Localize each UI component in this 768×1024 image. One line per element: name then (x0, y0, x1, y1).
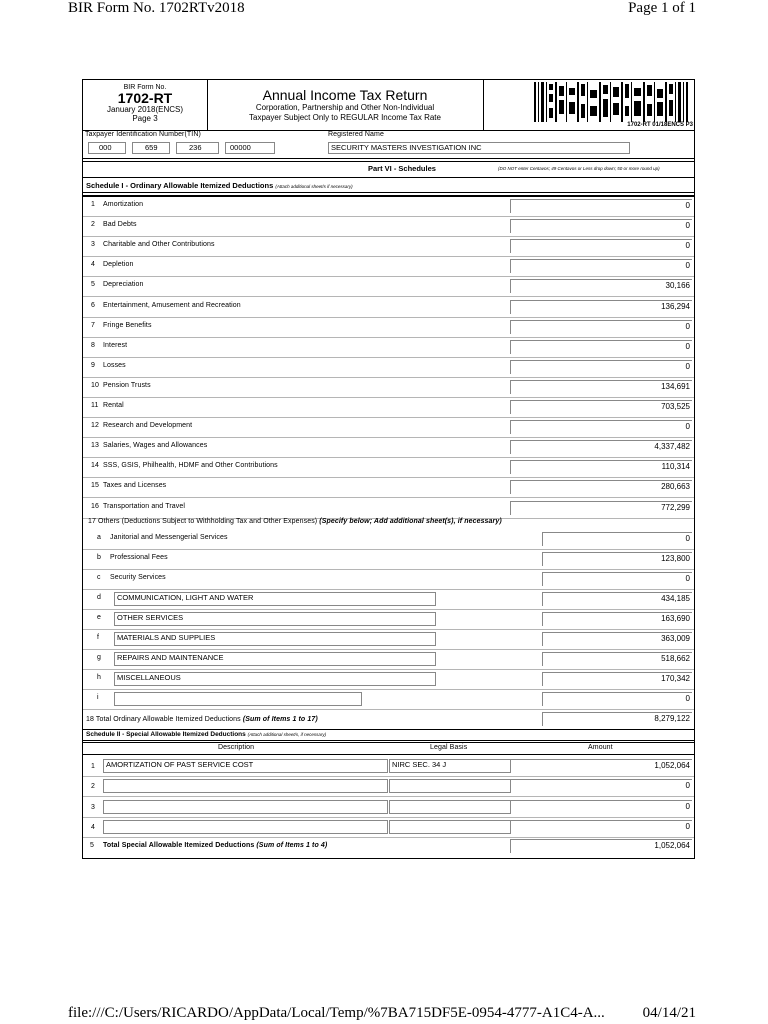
part6-note: (DO NOT enter Centavos; 49 Centavos or Less drop down; 50 or more round up) (498, 166, 660, 171)
other-deduction-d (83, 590, 694, 610)
special-legal-basis-field[interactable] (389, 800, 511, 814)
item-amount[interactable]: 0 (510, 219, 692, 233)
item-number: 1 (91, 201, 95, 208)
item-amount[interactable]: 0 (510, 340, 692, 354)
special-amount[interactable]: 0 (510, 779, 692, 793)
item-amount[interactable]: 0 (510, 199, 692, 213)
other-letter: b (97, 554, 101, 561)
schedule1-item-8 (83, 338, 694, 358)
item-label: Pension Trusts (103, 381, 151, 389)
other-letter: c (97, 574, 101, 581)
schedule1-item-1 (83, 197, 694, 217)
print-header-right: Page 1 of 1 (628, 0, 696, 16)
item-amount[interactable]: 0 (510, 320, 692, 334)
item-number: 8 (91, 341, 95, 349)
schedule1-item-6 (83, 298, 694, 318)
form-header (83, 80, 694, 130)
item18-amount[interactable]: 8,279,122 (542, 712, 692, 726)
other-letter: e (97, 614, 101, 621)
special-number: 4 (91, 823, 95, 831)
special-description-field[interactable] (103, 800, 388, 814)
schedule1-item-4 (83, 257, 694, 277)
other-deduction-e (83, 610, 694, 630)
other-amount[interactable]: 518,662 (542, 652, 692, 666)
schedule2-title (86, 731, 326, 738)
item-amount[interactable]: 280,663 (510, 480, 692, 494)
item-label: Depreciation (103, 281, 144, 289)
other-amount[interactable]: 163,690 (542, 612, 692, 626)
schedule2-total-note: (Sum of Items 1 to 4) (256, 842, 328, 849)
special-legal-basis-field[interactable] (389, 779, 511, 793)
schedule1-item-15 (83, 478, 694, 498)
item17-note: (Specify below; Add additional sheet(s), if necessary) (319, 518, 502, 525)
other-deduction-b (83, 550, 694, 570)
tin-label: Taxpayer Identification Number(TIN) (85, 131, 201, 138)
item-amount[interactable]: 136,294 (510, 300, 692, 314)
schedule2-total-label (103, 842, 327, 849)
schedule1-note: (Attach additional sheet/s if necessary) (275, 184, 353, 189)
tin-part-1[interactable]: 000 (88, 142, 126, 154)
item-label: Depletion (103, 261, 134, 269)
schedule1-item-11 (83, 398, 694, 418)
registered-name-field[interactable]: SECURITY MASTERS INVESTIGATION INC (328, 142, 630, 154)
schedule1-title (86, 181, 353, 190)
special-legal-basis-field[interactable] (389, 820, 511, 834)
form-version: January 2018(ENCS) (106, 105, 184, 114)
item-label: Rental (103, 402, 124, 409)
schedule2-total-no: 5 (90, 842, 94, 849)
other-deduction-g (83, 650, 694, 670)
other-amount[interactable]: 434,185 (542, 592, 692, 606)
special-description-field[interactable]: AMORTIZATION OF PAST SERVICE COST (103, 759, 388, 773)
print-footer-left: file:///C:/Users/RICARDO/AppData/Local/Temp/%7BA715DF5E-0954-4777-A1C4-A... (68, 1005, 605, 1021)
item-number: 7 (91, 321, 95, 329)
schedule1-item-12 (83, 418, 694, 438)
item-number: 13 (91, 442, 99, 450)
schedule2-col-legal: Legal Basis (430, 744, 468, 751)
other-description-field[interactable] (114, 692, 362, 706)
item-number: 4 (91, 261, 95, 269)
item-number: 5 (91, 281, 95, 289)
other-deduction-i (83, 690, 694, 710)
item-number: 9 (91, 361, 95, 369)
other-deduction-a (83, 530, 694, 550)
item-label: Salaries, Wages and Allowances (103, 442, 208, 450)
item-amount[interactable]: 772,299 (510, 501, 692, 515)
item-label: Amortization (103, 201, 144, 208)
other-description-field[interactable]: MATERIALS AND SUPPLIES (114, 632, 436, 646)
special-amount[interactable]: 1,052,064 (510, 759, 692, 773)
schedule2-note: (Attach additional sheet/s, if necessary) (247, 732, 327, 737)
schedule1-title-text: Schedule I - Ordinary Allowable Itemized Deductions (86, 181, 274, 190)
form-no-label: BIR Form No. (123, 84, 167, 91)
item-amount[interactable]: 0 (510, 239, 692, 253)
item-amount[interactable]: 703,525 (510, 400, 692, 414)
schedule1-item-2 (83, 217, 694, 237)
item-number: 2 (91, 221, 95, 229)
special-deduction-4 (83, 818, 694, 838)
item-label: Charitable and Other Contributions (103, 241, 215, 249)
other-deduction-f (83, 630, 694, 650)
schedule1-item-5 (83, 277, 694, 297)
special-description-field[interactable] (103, 820, 388, 834)
schedule1-item-16 (83, 499, 694, 519)
other-letter: i (97, 694, 99, 701)
item-label: SSS, GSIS, Philhealth, HDMF and Other Contributions (103, 462, 278, 470)
item18-label-text: 18 Total Ordinary Allowable Itemized Deductions (86, 716, 241, 723)
other-letter: d (97, 594, 101, 601)
item-label: Bad Debts (103, 221, 137, 229)
item-amount[interactable]: 0 (510, 259, 692, 273)
item-amount[interactable]: 110,314 (510, 460, 692, 474)
item-number: 10 (91, 381, 99, 389)
schedule1-item-14 (83, 458, 694, 478)
other-letter: a (97, 534, 101, 541)
special-deduction-1 (83, 757, 694, 777)
special-number: 3 (91, 803, 95, 811)
other-description-field[interactable]: COMMUNICATION, LIGHT AND WATER (114, 592, 436, 606)
item-label: Entertainment, Amusement and Recreation (103, 301, 241, 309)
item-amount[interactable]: 0 (510, 360, 692, 374)
registered-name-label: Registered Name (328, 131, 384, 138)
item-number: 3 (91, 241, 95, 249)
item-label: Research and Development (103, 422, 193, 430)
other-deduction-c (83, 570, 694, 590)
item-label: Taxes and Licenses (103, 482, 167, 490)
special-deduction-2 (83, 777, 694, 797)
item-label: Transportation and Travel (103, 502, 186, 510)
item-number: 15 (91, 482, 99, 490)
item-number: 14 (91, 462, 99, 470)
special-amount[interactable]: 0 (510, 800, 692, 814)
schedule1-item-10 (83, 378, 694, 398)
other-description-field[interactable]: REPAIRS AND MAINTENANCE (114, 652, 436, 666)
other-description-field[interactable]: MISCELLANEOUS (114, 672, 436, 686)
form-no: 1702-RT (117, 90, 173, 106)
special-legal-basis-field[interactable]: NIRC SEC. 34 J (389, 759, 511, 773)
schedule1-item-9 (83, 358, 694, 378)
schedule2-total-amount[interactable]: 1,052,064 (510, 839, 692, 853)
other-amount[interactable]: 0 (542, 692, 692, 706)
print-header-left: BIR Form No. 1702RTv2018 (68, 0, 245, 16)
schedule2-col-description: Description (218, 744, 255, 751)
item-number: 6 (91, 301, 95, 309)
schedule2-col-amount: Amount (588, 744, 613, 751)
other-letter: g (97, 654, 101, 661)
special-description-field[interactable] (103, 779, 388, 793)
tin-part-2[interactable]: 659 (132, 142, 170, 154)
item-amount[interactable]: 0 (510, 420, 692, 434)
print-footer-right: 04/14/21 (642, 1005, 696, 1021)
item-amount[interactable]: 134,691 (510, 380, 692, 394)
special-number: 1 (91, 763, 95, 770)
item17-label (88, 518, 502, 525)
other-description-field[interactable]: OTHER SERVICES (114, 612, 436, 626)
form-subtitle-2: Taxpayer Subject Only to REGULAR Income Tax Rate (249, 113, 441, 122)
other-amount[interactable]: 0 (542, 532, 692, 546)
schedule2-title-text: Schedule II - Special Allowable Itemized Deductions (86, 731, 246, 738)
row-divider (83, 709, 694, 710)
barcode-caption: 1702-RT 01/18ENCS P3 (627, 122, 693, 128)
other-letter: f (97, 634, 100, 641)
other-deduction-h (83, 670, 694, 690)
item-amount[interactable]: 30,166 (510, 279, 692, 293)
item17-label-text: 17 Others (Deductions Subject to Withholding Tax and Other Expenses) (88, 518, 318, 525)
schedule1-item-13 (83, 438, 694, 458)
other-amount[interactable]: 363,009 (542, 632, 692, 646)
other-amount[interactable]: 0 (542, 572, 692, 586)
other-label: Security Services (110, 574, 166, 581)
form-page: Page 3 (132, 114, 158, 123)
barcode-image (534, 82, 690, 122)
other-amount[interactable]: 123,800 (542, 552, 692, 566)
special-amount[interactable]: 0 (510, 820, 692, 834)
special-number: 2 (91, 783, 95, 791)
schedule1-item-7 (83, 318, 694, 338)
item-label: Losses (103, 361, 126, 369)
form-subtitle-1: Corporation, Partnership and Other Non-Individual (255, 103, 435, 112)
special-deduction-3 (83, 798, 694, 818)
other-label: Janitorial and Messengerial Services (110, 534, 228, 541)
item18-label (86, 716, 318, 723)
item-label: Fringe Benefits (103, 321, 152, 329)
form-title: Annual Income Tax Return (262, 87, 428, 103)
item-label: Interest (103, 341, 128, 349)
row-divider (83, 837, 694, 838)
tin-part-3[interactable]: 236 (176, 142, 219, 154)
other-amount[interactable]: 170,342 (542, 672, 692, 686)
schedule2-total-label-text: Total Special Allowable Itemized Deductions (103, 842, 255, 849)
item-number: 12 (91, 422, 99, 430)
item-number: 16 (91, 502, 99, 510)
tin-part-4[interactable]: 00000 (225, 142, 275, 154)
other-letter: h (97, 674, 101, 681)
item18-note: (Sum of Items 1 to 17) (242, 716, 318, 723)
item-amount[interactable]: 4,337,482 (510, 440, 692, 454)
part6-title: Part VI - Schedules (368, 164, 436, 173)
item-number: 11 (91, 402, 99, 409)
other-label: Professional Fees (110, 554, 168, 561)
schedule1-item-3 (83, 237, 694, 257)
